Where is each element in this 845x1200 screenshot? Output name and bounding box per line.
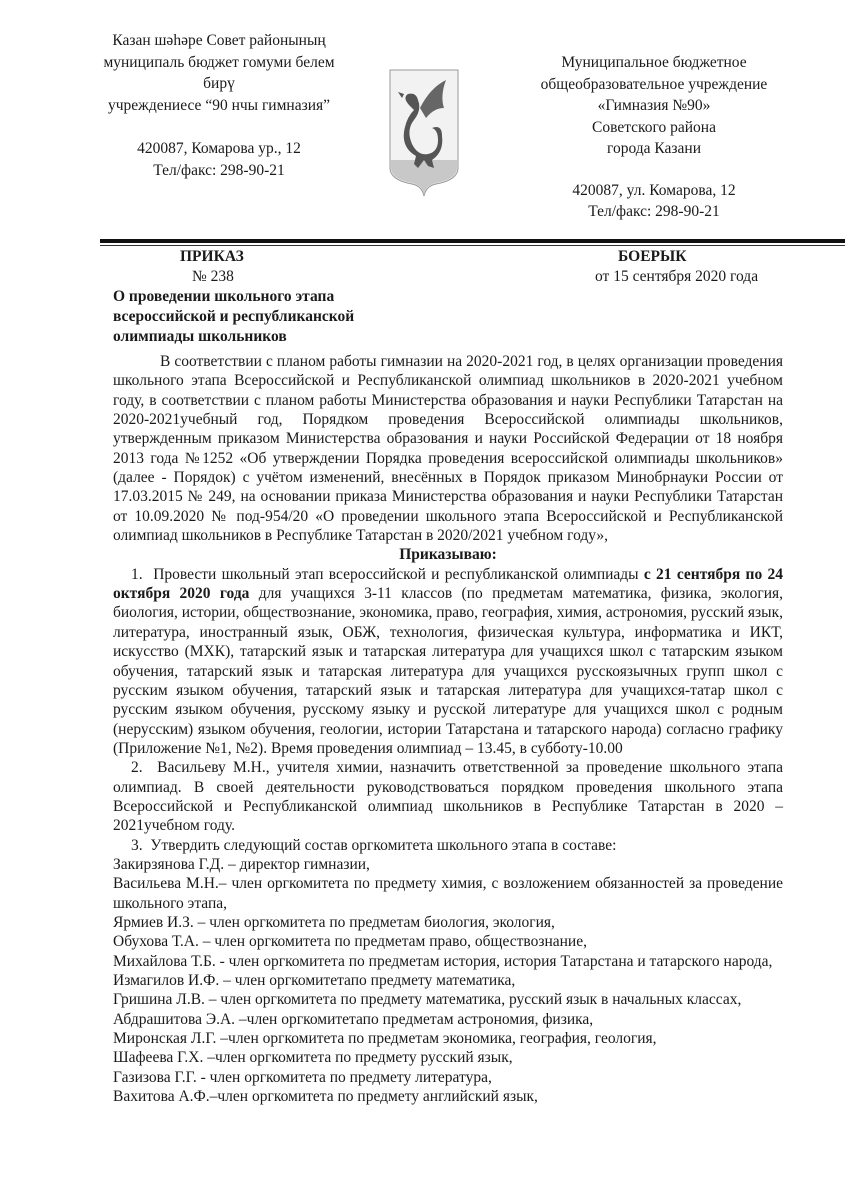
header-right-line: общеобразовательное учреждение (540, 75, 768, 93)
committee-member: Васильева М.Н.– член оргкомитета по предмету химия, с возложением обязанностей за проведение школьного этапа, (113, 875, 783, 912)
coat-of-arms-icon (388, 68, 460, 198)
committee-member: Абдрашитова Э.А. –член оргкомитетапо предметам астрономия, физика, (113, 1010, 594, 1028)
header-left-line: учреждениесе “90 нчы гимназия” (107, 96, 331, 114)
item-2-text: Васильеву М.Н., учителя химии, назначить ответственной за проведение школьного этапа олимпиад. В своей деятельности руководствоваться порядком проведения школьного этапа Всероссийской и Республиканской олимпиад школьников в Республике Татарстан в 2020 – 2021учебном году. (113, 759, 783, 835)
header-left-line: Казан шәһәре Совет районының (112, 32, 326, 49)
committee-member: Ярмиев И.З. – член оргкомитета по предметам биология, экология, (113, 913, 555, 931)
order-word: Приказываю: (399, 546, 497, 564)
committee-member: Газизова Г.Г. - член оргкомитета по предмету литература, (113, 1068, 492, 1086)
header-left (88, 30, 350, 181)
order-subject-line: О проведении школьного этапа (113, 288, 335, 305)
committee-member: Михайлова Т.Б. - член оргкомитета по предметам история, история Татарстана и татарского народа, (113, 952, 773, 970)
header-left-address: 420087, Комарова ур., 12 (137, 140, 301, 157)
header-right-line: Советского района (592, 118, 716, 136)
committee-member: Вахитова А.Ф.–член оргкомитета по предмету английский язык, (113, 1088, 538, 1106)
order-date: от 15 сентября 2020 года (595, 268, 759, 285)
committee-member: Миронская Л.Г. –член оргкомитета по предметам экономика, география, геология, (113, 1030, 657, 1048)
header-left-phone: Тел/факс: 298-90-21 (153, 161, 285, 179)
item-1 (113, 565, 783, 758)
order-number: № 238 (192, 268, 234, 285)
header-right (520, 52, 788, 223)
committee-member: Гришина Л.В. – член оргкомитета по предмету математика, русский язык в начальных классах, (113, 991, 742, 1009)
preamble: В соответствии с планом работы гимназии на 2020-2021 год, в целях организации проведения школьного этапа Всероссийской и Республиканской олимпиад школьников в 2020-2021 учебном году, в соответствии с планом работы Министерства образования и науки Республики Татарстан на 2020-2021учебный год, Порядком проведения Всероссийской олимпиады школьников, утвержденным приказом Министерства образования и науки Российской Федерации от 18 ноября 2013 года №1252 «Об утверждении Порядка проведения всероссийской олимпиады школьников» (далее - Порядок) с учётом изменений, внесённых в Порядок приказом Минобрнауки России от 17.03.2015 № 249, на основании приказа Министерства образования и науки Республики Татарстан от 10.09.2020 № под-954/20 «О проведении школьного этапа Всероссийской и Республиканской олимпиад школьников в Республике Татарстан в 2020/2021 учебном году», (113, 353, 783, 545)
item-number: 1. (131, 565, 143, 583)
committee-member: Шафеева Г.Х. –член оргкомитета по предмету русский язык, (113, 1049, 513, 1067)
header-right-line: города Казани (606, 140, 702, 157)
header-right-line: Муниципальное бюджетное (561, 54, 747, 71)
committee-member: Обухова Т.А. – член оргкомитета по предметам право, обществознание, (113, 933, 587, 951)
order-subject-line: всероссийской и республиканской (113, 308, 355, 325)
header-left-line: муниципаль бюджет гомуми белем бирү (103, 53, 335, 92)
order-body (113, 352, 783, 1106)
header-divider-thin (100, 245, 845, 246)
item-3 (113, 836, 783, 855)
order-title-ru: ПРИКАЗ (180, 248, 244, 265)
item-2 (113, 758, 783, 835)
item-1-text-cont: для учащихся 3-11 классов (по предметам математика, физика, экология, биология, истории, обществознание, экономика, право, география, химия, астрономия, русский язык, литература, иностранный язык, ОБЖ, технология, физическая культура, информатика и ИКТ, искусство (МХК), татарский язык и татарская литература для учащихся школ с татарским языком обучения, татарский язык и татарская литература для учащихся русскоязычных групп школ с русским языком обучения, татарский язык и татарская литература для учащихся-татар школ с русским языком обучения, русскому языку и русской литературе для учащихся школ с родным (нерусским) языком обучения, геологии, истории Татарстана и татарского народа) согласно графику (Приложение №1, №2). Время проведения олимпиад – 13.45, в субботу-10.00 (113, 585, 783, 757)
item-number: 2. (131, 759, 143, 777)
committee-member: Измагилов И.Ф. – член оргкомитетапо предмету математика, (113, 972, 516, 989)
header-right-address: 420087, ул. Комарова, 12 (572, 181, 736, 199)
item-1-text: Провести школьный этап всероссийской и республиканской олимпиады (153, 565, 644, 583)
order-subject-line: олимпиады школьников (113, 328, 287, 345)
order-title-tt: БОЕРЫК (618, 248, 687, 265)
item-number: 3. (131, 836, 143, 854)
item-1-dates: с 21 сентября по 24 октября 2020 года (113, 565, 784, 603)
item-3-text: Утвердить следующий состав оргкомитета школьного этапа в составе: (150, 836, 617, 854)
header-right-line: «Гимназия №90» (597, 97, 711, 114)
header-divider-thick (100, 239, 845, 243)
committee-member: Закирзянова Г.Д. – директор гимназии, (113, 855, 370, 873)
header-right-phone: Тел/факс: 298-90-21 (588, 203, 720, 220)
order-subject (113, 287, 354, 347)
